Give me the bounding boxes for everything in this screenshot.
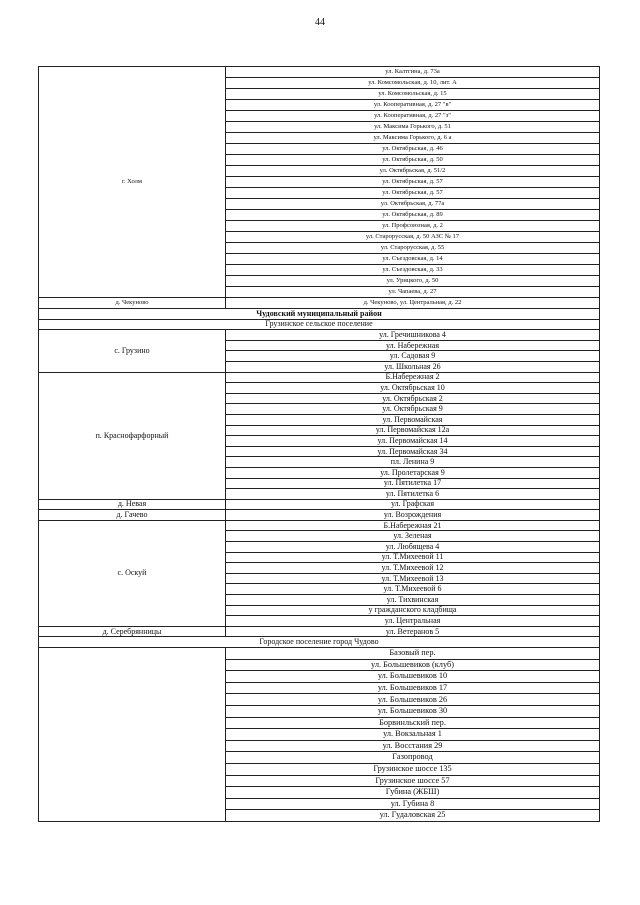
address-cell: ул. Съездовская, д. 33 xyxy=(226,265,600,276)
address-cell: ул. Набережная xyxy=(226,340,600,351)
table-row xyxy=(39,372,600,383)
address-cell: ул. Восстания 29 xyxy=(226,740,600,752)
locality-cell: с. Оскуй xyxy=(39,520,226,626)
address-cell: ул. Октябрьская 2 xyxy=(226,393,600,404)
table-row xyxy=(39,510,600,521)
address-cell: ул. Большевиков 10 xyxy=(226,671,600,683)
table-row xyxy=(39,298,600,309)
address-cell: ул. Школьная 26 xyxy=(226,361,600,372)
address-cell: у гражданского кладбища xyxy=(226,605,600,616)
address-cell: ул. Т.Михеевой 11 xyxy=(226,552,600,563)
address-cell: Грузинское шоссе 135 xyxy=(226,763,600,775)
table-row xyxy=(39,67,600,78)
address-cell: ул. Старорусская, д. 55 xyxy=(226,243,600,254)
address-table xyxy=(38,66,600,822)
address-cell: ул. Максима Горького, д. 51 xyxy=(226,122,600,133)
address-cell: ул. Калтгина, д. 73а xyxy=(226,67,600,78)
address-cell: ул. Комсомольская, д. 15 xyxy=(226,89,600,100)
address-cell: ул. Чапаевa, д. 27 xyxy=(226,287,600,298)
page-number: 44 xyxy=(315,17,325,28)
table-row xyxy=(39,648,600,660)
address-cell: ул. Первомайская 12а xyxy=(226,425,600,436)
address-cell: Грузинское шоссе 57 xyxy=(226,775,600,787)
address-cell: ул. Большевиков 26 xyxy=(226,694,600,706)
address-cell: ул. Гудаловская 25 xyxy=(226,810,600,822)
address-cell: ул. Кооперативная, д. 27 "з" xyxy=(226,111,600,122)
address-cell: ул. Профсоюзная, д. 2 xyxy=(226,221,600,232)
table-row xyxy=(39,626,600,637)
locality-cell: п. Краснофарфорный xyxy=(39,372,226,499)
table-row xyxy=(39,330,600,341)
table-row xyxy=(39,520,600,531)
address-cell: ул. Ветеранов 5 xyxy=(226,626,600,637)
address-cell: ул. Возрождения xyxy=(226,510,600,521)
address-cell: ул. Пятилетка 6 xyxy=(226,489,600,500)
address-cell: Борвинльский пер. xyxy=(226,717,600,729)
address-cell: ул. Съездовская, д. 14 xyxy=(226,254,600,265)
address-cell: ул. Первомайская 14 xyxy=(226,436,600,447)
table-row xyxy=(39,637,600,648)
address-cell: ул. Гречишникова 4 xyxy=(226,330,600,341)
locality-cell: д. Гачево xyxy=(39,510,226,521)
locality-cell: г. Холм xyxy=(39,67,226,298)
locality-cell: д. Серебрянницы xyxy=(39,626,226,637)
address-cell: ул. Октябрьская, д. 46 xyxy=(226,144,600,155)
address-cell: ул. Первомайская 34 xyxy=(226,446,600,457)
locality-cell: д. Чекуново xyxy=(39,298,226,309)
locality-cell xyxy=(39,648,226,822)
address-cell: ул. Октябрьская 9 xyxy=(226,404,600,415)
address-cell: Губина (ЖБШ) xyxy=(226,787,600,799)
address-cell: ул. Центральная xyxy=(226,616,600,627)
address-cell: ул. Октябрьская 10 xyxy=(226,383,600,394)
address-cell: ул. Большевиков (клуб) xyxy=(226,659,600,671)
address-cell: ул. Урицкого, д. 50 xyxy=(226,276,600,287)
address-cell: ул. Тихвинская xyxy=(226,595,600,606)
address-cell: ул. Большевиков 17 xyxy=(226,682,600,694)
address-cell: Б.Набережная 2 xyxy=(226,372,600,383)
address-cell: Газопровод xyxy=(226,752,600,764)
address-cell: ул. Пролетарская 9 xyxy=(226,467,600,478)
address-cell: ул. Т.Михеевой 6 xyxy=(226,584,600,595)
address-cell: ул. Большевиков 30 xyxy=(226,705,600,717)
address-cell: ул. Первомайская xyxy=(226,414,600,425)
address-cell: ул. Октябрьская, д. 57 xyxy=(226,177,600,188)
address-cell: ул. Любящева 4 xyxy=(226,542,600,553)
address-cell: ул. Старорусская, д. 50 АЗС № 17 xyxy=(226,232,600,243)
locality-cell: д. Невая xyxy=(39,499,226,510)
address-cell: пл. Ленина 9 xyxy=(226,457,600,468)
address-cell: ул. Комсомольская, д. 10, лит. А xyxy=(226,78,600,89)
address-cell: ул. Графская xyxy=(226,499,600,510)
table-row xyxy=(39,499,600,510)
address-cell: ул. Октябрьская, д. 50 xyxy=(226,155,600,166)
address-cell: ул. Пятилетка 17 xyxy=(226,478,600,489)
settlement-header: Городское поселение город Чудово xyxy=(39,637,600,648)
address-cell: ул. Вокзальная 1 xyxy=(226,729,600,741)
address-cell: ул. Октябрьская, д. 77а xyxy=(226,199,600,210)
address-cell: ул. Т.Михеевой 13 xyxy=(226,573,600,584)
address-cell: ул. Губина 8 xyxy=(226,798,600,810)
address-cell: ул. Максима Горького, д. 6 а xyxy=(226,133,600,144)
address-cell: ул. Октябрьская, д. 57 xyxy=(226,188,600,199)
address-cell: Б.Набережная 21 xyxy=(226,520,600,531)
address-cell: ул. Октябрьская, д. 89 xyxy=(226,210,600,221)
address-cell: ул. Садовая 9 xyxy=(226,351,600,362)
address-cell: д. Чекуново, ул. Центральная, д. 22 xyxy=(226,298,600,309)
address-cell: ул. Кооперативная, д. 27 "в" xyxy=(226,100,600,111)
table-row xyxy=(39,319,600,330)
address-cell: Базовый пер. xyxy=(226,648,600,660)
district-header: Чудовский муниципальный район xyxy=(39,309,600,320)
table-row xyxy=(39,309,600,320)
address-cell: ул. Октябрьская, д. 51/2 xyxy=(226,166,600,177)
locality-cell: с. Грузино xyxy=(39,330,226,372)
address-cell: ул. Зеленая xyxy=(226,531,600,542)
address-cell: ул. Т.Михеевой 12 xyxy=(226,563,600,574)
settlement-header: Грузинское сельское поселение xyxy=(39,319,600,330)
